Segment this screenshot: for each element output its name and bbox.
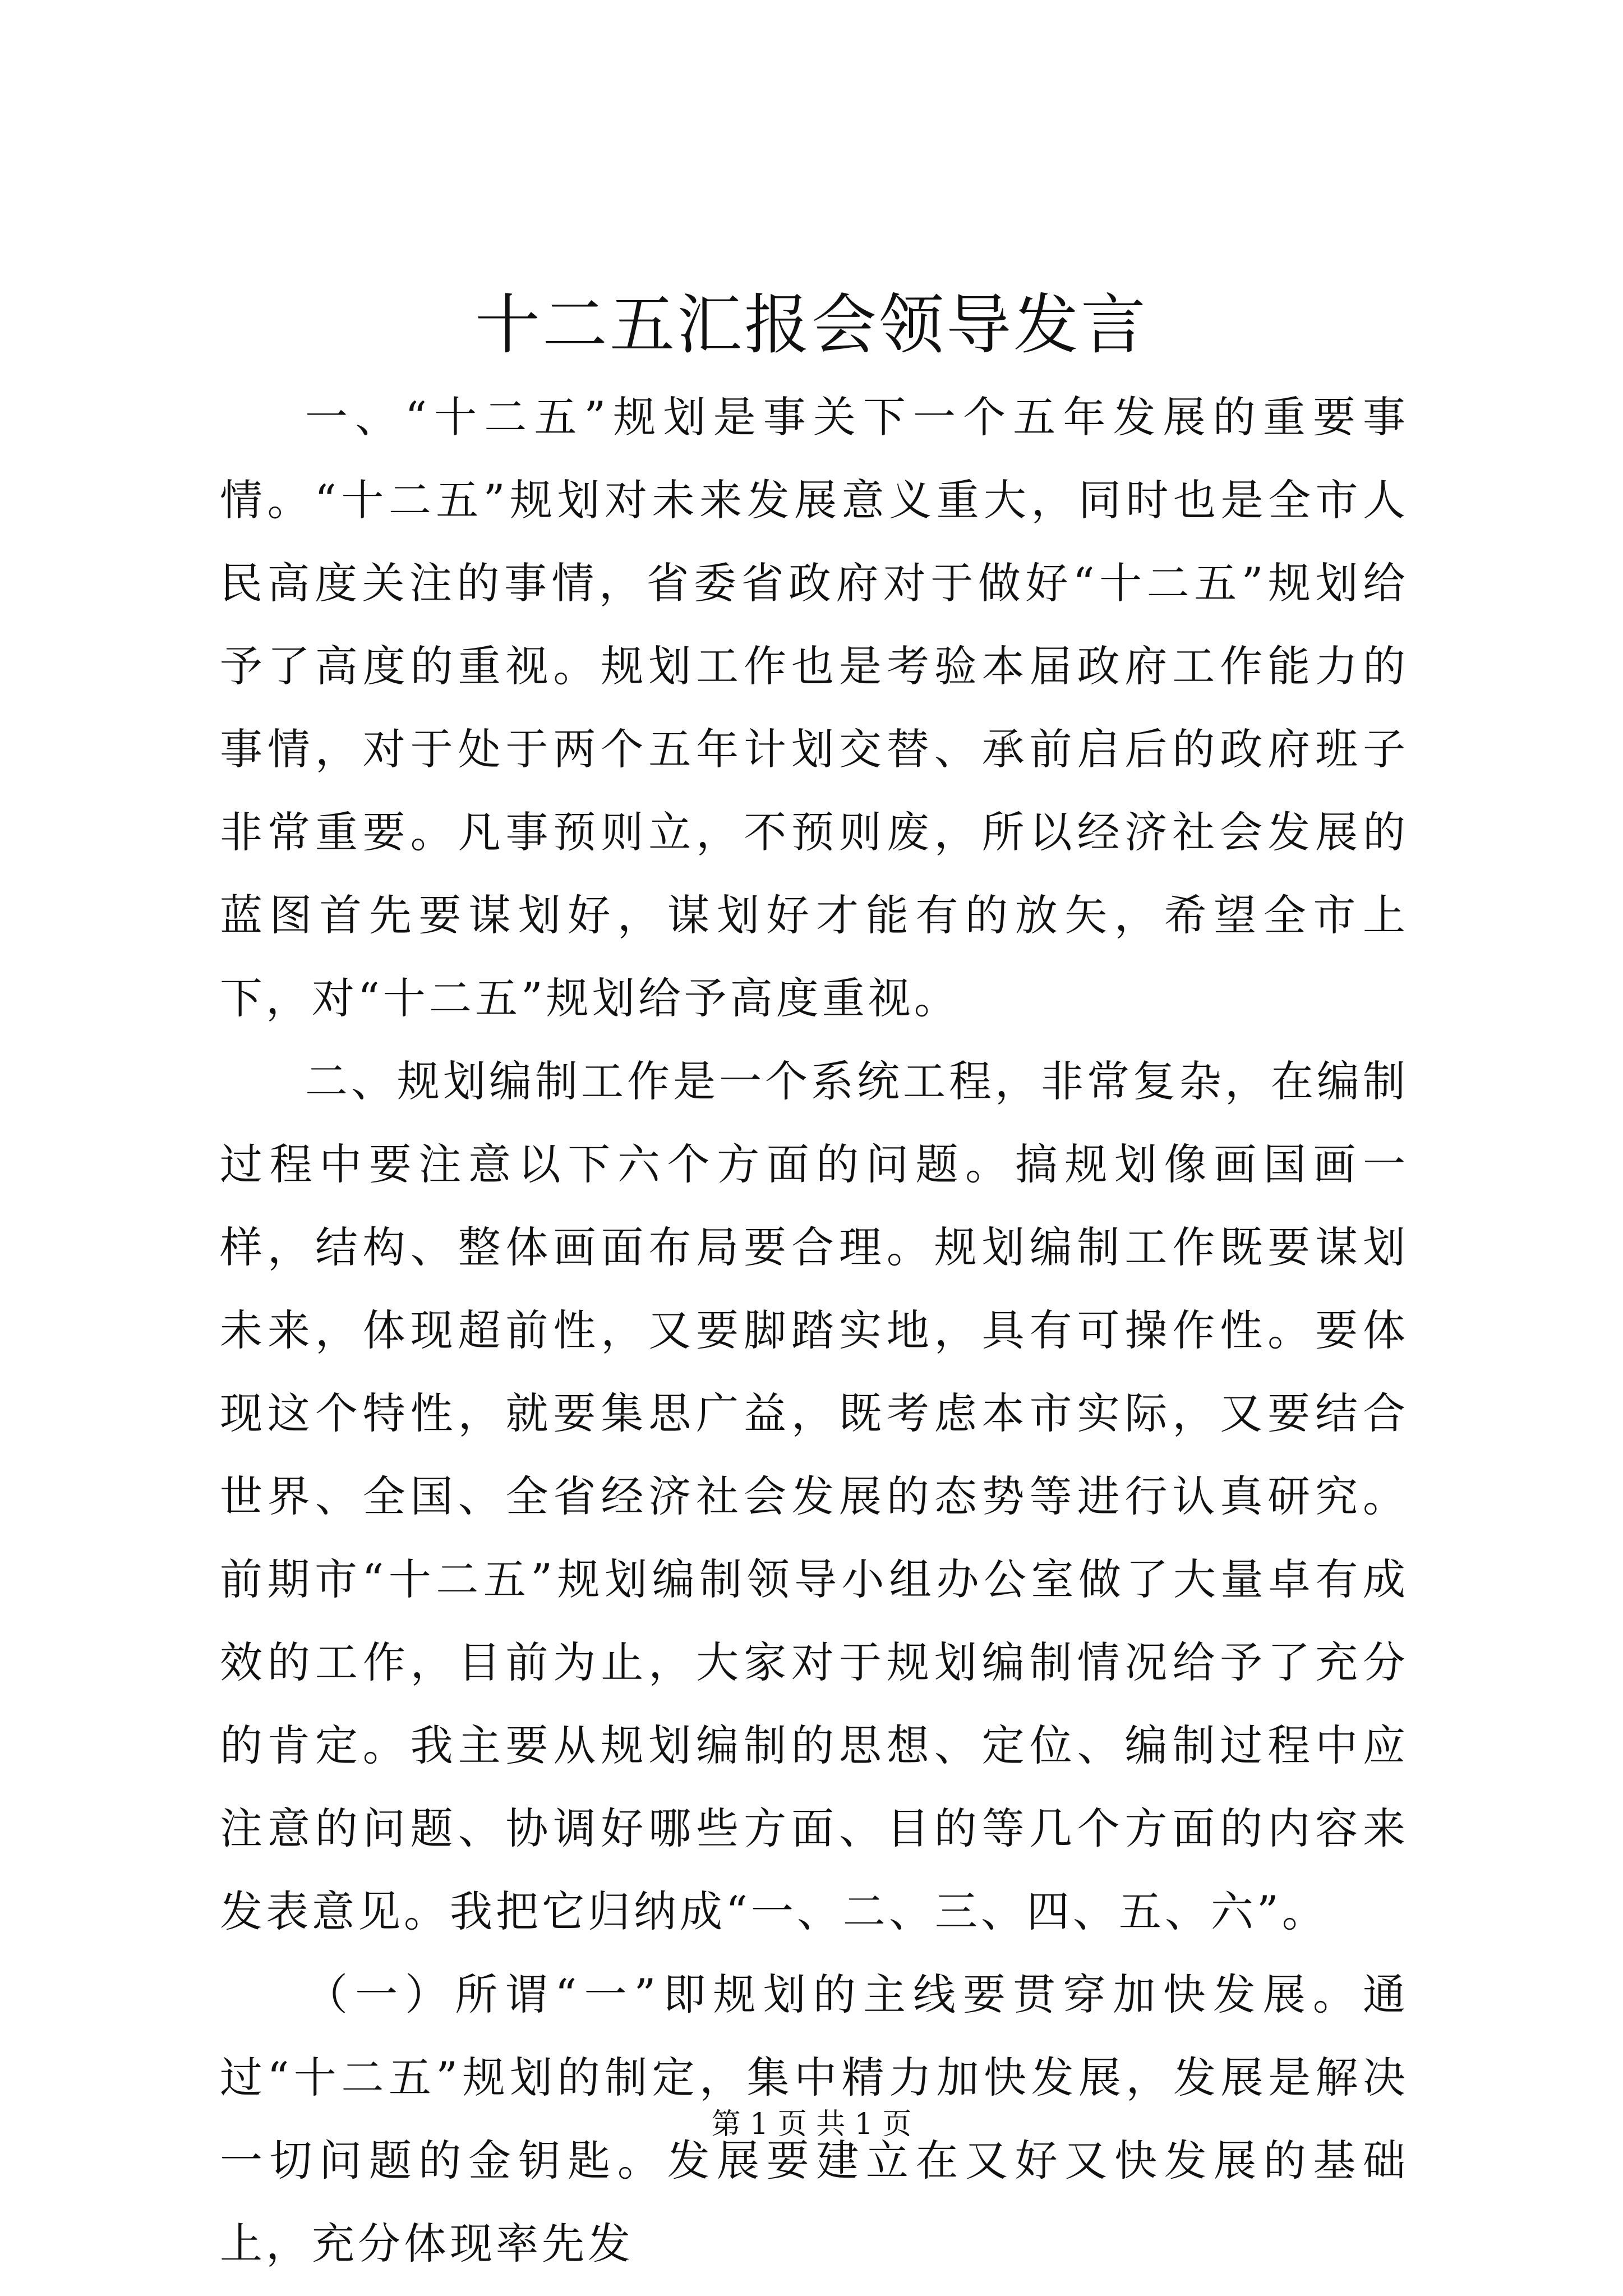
- paragraph-3: （一）所谓“一”即规划的主线要贯穿加快发展。通过“十二五”规划的制定，集中精力加快发展，发展是解决一切问题的金钥匙。发展要建立在又好又快发展的基础上，充分体现率先发: [220, 1970, 1409, 2269]
- page-footer: 第 1 页 共 1 页: [711, 2108, 912, 2141]
- paragraph-1: 一、“十二五”规划是事关下一个五年发展的重要事情。“十二五”规划对未来发展意义重大，同时也是全市人民高度关注的事情，省委省政府对于做好“十二五”规划给予了高度的重视。规划工作也是考验本届政府工作能力的事情，对于处于两个五年计划交替、承前启后的政府班子非常重要。凡事预则立，不预则废，所以经济社会发展的蓝图首先要谋划好，谋划好才能有的放矢，希望全市上下，对“十二五”规划给予高度重视。: [220, 392, 1409, 1023]
- paragraph-2: 二、规划编制工作是一个系统工程，非常复杂，在编制过程中要注意以下六个方面的问题。搞规划像画国画一样，结构、整体画面布局要合理。规划编制工作既要谋划未来，体现超前性，又要脚踏实地，具有可操作性。要体现这个特性，就要集思广益，既考虑本市实际，又要结合世界、全国、全省经济社会发展的态势等进行认真研究。前期市“十二五”规划编制领导小组办公室做了大量卓有成效的工作，目前为止，大家对于规划编制情况给予了充分的肯定。我主要从规划编制的思想、定位、编制过程中应注意的问题、协调好哪些方面、目的等几个方面的内容来发表意见。我把它归纳成“一、二、三、四、五、六”。: [220, 1056, 1409, 1936]
- document-title: 十二五汇报会领导发言: [475, 287, 1148, 363]
- document-body: [220, 376, 1409, 2285]
